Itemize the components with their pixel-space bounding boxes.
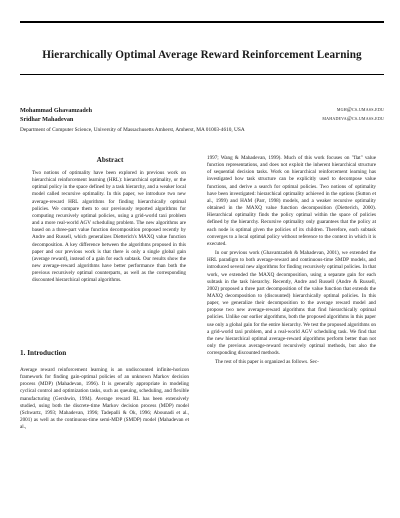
- author-email-1: mgh@cs.umass.edu: [336, 107, 384, 113]
- author-name-1: Mohammad Ghavamzadeh: [20, 107, 93, 114]
- top-rule: [20, 21, 384, 23]
- paper-title: Hierarchically Optimal Average Reward Reinforcement Learning: [42, 49, 362, 61]
- author-name-2: Sridhar Mahadevan: [20, 116, 74, 123]
- right-column-text: [207, 155, 376, 367]
- abstract-paragraph: Two notions of optimality have been explored in previous work on hierarchical reinforcement learning (HRL): hierarchical optimality, or the optimal policy in the space defined by a task hierarchy, and a weaker local model called recursive optimality. In this paper, we introduce two new average-reward HRL algorithms for finding hierarchically optimal policies. We compare them to our previously reported algorithms for computing recursively optimal policies, using a grid-world taxi problem and a more real-world AGV scheduling problem. The new algorithms are based on a three-part value function decomposition proposed recently by Andre and Russell, which generalizes Dietterich's MAXQ value function decomposition. A key difference between the algorithms proposed in this paper and our previous work is that there is only a single global gain (average reward), instead of a gain for each subtask. Our results show the new average-reward algorithms have better performance than both the previous recursively optimal counterparts, as well as the corresponding discounted hierarchical optimal algorithms.: [32, 170, 186, 284]
- body-paragraph-3: The rest of this paper is organized as follows. Sec-: [215, 359, 319, 366]
- introduction-text: [20, 367, 189, 431]
- body-paragraph-2: In our previous work (Ghavamzadeh & Mahadevan, 2001), we extended the HRL paradigm to both average-reward and continuous-time SMDP models, and introduced several new algorithms for finding recursively optimal policies. In that work, we extended the MAXQ decomposition, using a separate gain for each subtask in the task hierarchy. Recently, Andre and Russell (Andre & Russell, 2002) proposed a three part decomposition of the value function that extends the MAXQ decomposition to (discounted) hierarchically optimal policies. In this paper, we generalize their decomposition to the average reward model and propose two new average-reward algorithms that find hierarchically optimal policies. Unlike our earlier algorithms, both the proposed algorithms in this paper use only a global gain for the entire hierarchy. We test the proposed algorithms on a grid-world taxi problem, and a real-world AGV scheduling task. We find that the new hierarchical optimal average-reward algorithms perform better than not only the previous average-reward recursively optimal methods, but also the corresponding discounted methods.: [207, 250, 376, 357]
- abstract-heading: Abstract: [96, 156, 124, 164]
- intro-paragraph: Average reward reinforcement learning is an undiscounted infinite-horizon framework for finding gain-optimal policies of an unknown Markov decision process (MDP) (Mahadevan, 1996). It is generally appropriate in modeling cyclical control and optimization tasks, such as queuing, scheduling, and flexible manufacturing (Gershwin, 1994). Average reward RL has been extensively studied, using both the discrete-time Markov decision process (MDP) model (Schwartz, 1993; Mahadevan, 1996; Tadepalli & Ok, 1996; Abounadi et al., 2001) as well as the continuous-time semi-MDP (SMDP) model (Mahadevan et al.,: [20, 367, 189, 431]
- section-heading-introduction: 1. Introduction: [20, 349, 67, 357]
- body-paragraph-1: 1997; Wang & Mahadevan, 1999). Much of this work focuses on "flat" value function representations, and does not exploit the inherent hierarchical structure of sequential decision tasks. Work on hierarchical reinforcement learning has investigated how task structure can be explicitly used to decompose value functions, and derive a search for optimal policies. Two notions of optimality have been investigated: hierarchical optimality achieved in the options (Sutton et al., 1999) and HAM (Parr, 1998) models, and a weaker recursive optimality obtained in the MAXQ value function decomposition (Dietterich, 2000). Hierarchical optimality finds the policy optimal within the space of policies defined by the hierarchy. Recursive optimality only guarantees that the policy at each node is optimal given the policies of its children. Therefore, each subtask converges to a local optimal policy without reference to the context in which it is executed.: [207, 155, 376, 247]
- affiliation: Department of Computer Science, University of Massachusetts Amherst, Amherst, MA 01003-4610, USA: [20, 127, 245, 133]
- abstract-text: [32, 170, 186, 285]
- title-bottom-rule: [20, 74, 384, 75]
- author-email-2: mahadeva@cs.umass.edu: [322, 116, 384, 122]
